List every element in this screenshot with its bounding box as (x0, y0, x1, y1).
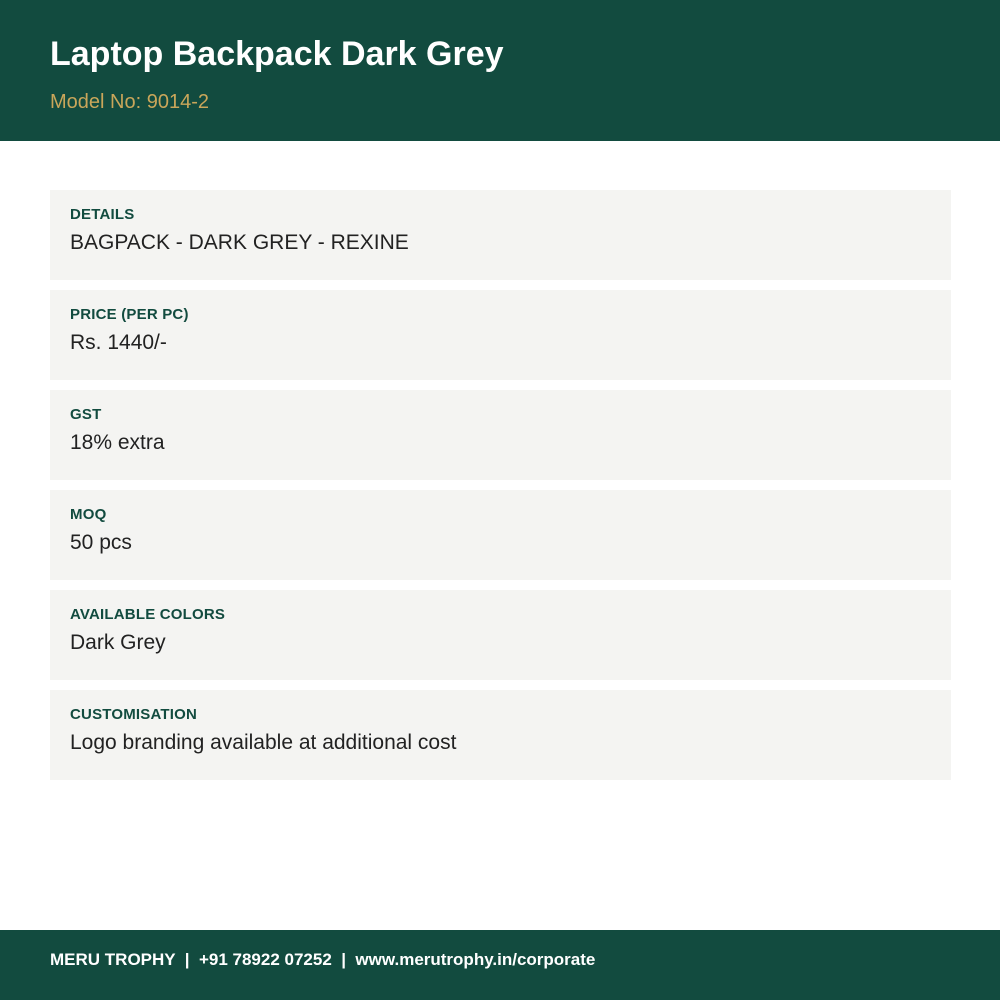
detail-card-details (50, 190, 951, 280)
detail-card-gst (50, 390, 951, 480)
detail-value: BAGPACK - DARK GREY - REXINE (70, 231, 409, 254)
detail-value: Dark Grey (70, 631, 166, 654)
detail-card-customisation (50, 690, 951, 780)
footer-contact-line: MERU TROPHY | +91 78922 07252 | www.merutrophy.in/corporate (50, 950, 596, 969)
detail-label: PRICE (PER PC) (70, 306, 189, 323)
detail-label: GST (70, 406, 102, 423)
detail-value: 18% extra (70, 431, 165, 454)
model-number: Model No: 9014-2 (50, 91, 209, 113)
detail-card-price (50, 290, 951, 380)
detail-label: AVAILABLE COLORS (70, 606, 226, 623)
detail-label: CUSTOMISATION (70, 706, 198, 723)
detail-label: MOQ (70, 506, 107, 523)
page-header (0, 0, 1000, 141)
detail-value: Rs. 1440/- (70, 331, 167, 354)
details-list (50, 190, 951, 790)
detail-card-moq (50, 490, 951, 580)
page-footer (0, 930, 1000, 1000)
detail-label: DETAILS (70, 206, 135, 223)
page-title: Laptop Backpack Dark Grey (50, 35, 504, 73)
detail-value: Logo branding available at additional cost (70, 731, 457, 754)
detail-card-colors (50, 590, 951, 680)
detail-value: 50 pcs (70, 531, 132, 554)
